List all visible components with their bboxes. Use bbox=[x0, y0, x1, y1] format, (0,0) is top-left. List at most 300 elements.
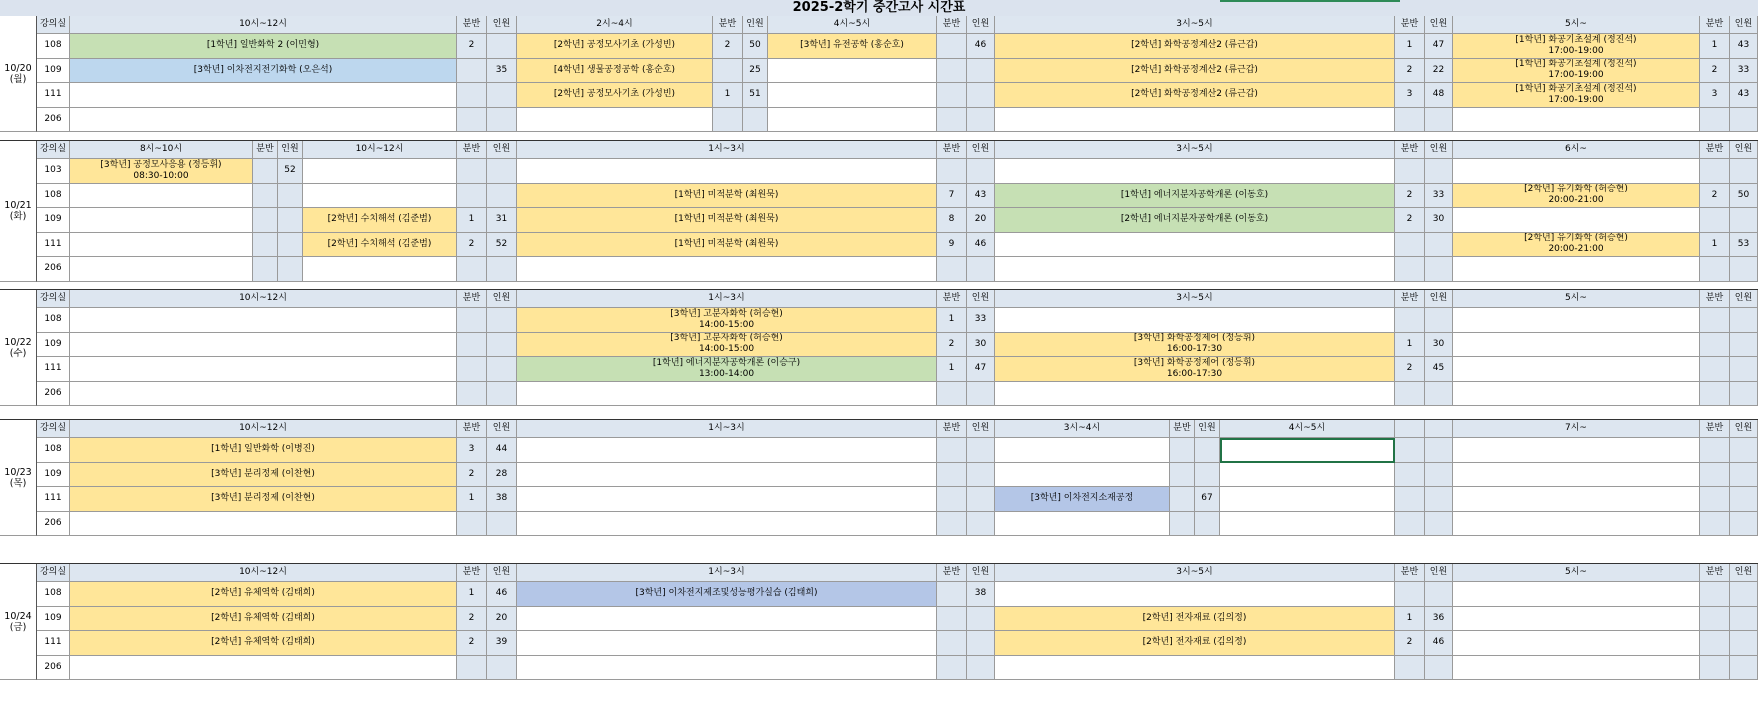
headcount-cell[interactable]: 39 bbox=[487, 631, 517, 656]
slot-cell-b4[interactable] bbox=[1395, 257, 1425, 282]
header-b1[interactable]: 분반 bbox=[457, 16, 487, 34]
slot-cell-b4a[interactable] bbox=[1170, 463, 1195, 488]
section-cell[interactable]: 9 bbox=[937, 233, 967, 258]
slot-cell-s2[interactable] bbox=[517, 463, 937, 488]
exam-cell[interactable]: [4학년] 생물공정공학 (홍순호) bbox=[517, 59, 713, 84]
room-number[interactable]: 111 bbox=[37, 83, 70, 108]
slot-cell-n5[interactable] bbox=[1730, 607, 1758, 632]
slot-cell-b5[interactable] bbox=[1700, 463, 1730, 488]
room-number[interactable]: 108 bbox=[37, 308, 70, 333]
slot-cell-b4[interactable] bbox=[1395, 159, 1425, 184]
slot-cell-s2[interactable] bbox=[517, 631, 937, 656]
room-number[interactable]: 109 bbox=[37, 59, 70, 84]
slot-cell-b1[interactable] bbox=[457, 382, 487, 407]
slot-cell-s4[interactable] bbox=[995, 257, 1395, 282]
header-s1[interactable]: 10시~12시 bbox=[303, 141, 457, 159]
slot-cell-n0[interactable] bbox=[278, 208, 303, 233]
headcount-cell[interactable]: 35 bbox=[487, 59, 517, 84]
header-room[interactable]: 강의실 bbox=[37, 420, 70, 438]
slot-cell-n5[interactable] bbox=[1730, 487, 1758, 512]
header-n5[interactable]: 인원 bbox=[1730, 290, 1758, 308]
exam-cell[interactable]: [1학년] 미적분학 (최원묵) bbox=[517, 184, 937, 209]
room-number[interactable]: 108 bbox=[37, 184, 70, 209]
header-b5[interactable]: 분반 bbox=[1700, 16, 1730, 34]
slot-cell-b5[interactable] bbox=[1700, 382, 1730, 407]
slot-cell-n1[interactable] bbox=[487, 382, 517, 407]
slot-cell-s1[interactable] bbox=[70, 512, 457, 537]
header-n4[interactable]: 인원 bbox=[1425, 141, 1453, 159]
slot-cell-b4a[interactable] bbox=[1170, 487, 1195, 512]
slot-cell-b2[interactable] bbox=[937, 382, 967, 407]
slot-cell-s5[interactable] bbox=[1453, 308, 1700, 333]
slot-cell-n5[interactable] bbox=[1730, 333, 1758, 358]
header-n2[interactable]: 인원 bbox=[743, 16, 768, 34]
slot-cell-b1[interactable] bbox=[457, 83, 487, 108]
slot-cell-s5[interactable] bbox=[1453, 208, 1700, 233]
section-cell[interactable]: 1 bbox=[457, 582, 487, 607]
header-n4[interactable]: 인원 bbox=[1425, 564, 1453, 582]
header-n5[interactable]: 인원 bbox=[1730, 141, 1758, 159]
header-s0[interactable]: 8시~10시 bbox=[70, 141, 253, 159]
header-n2[interactable]: 인원 bbox=[967, 564, 995, 582]
header-n0[interactable]: 인원 bbox=[278, 141, 303, 159]
slot-cell-n5[interactable] bbox=[1730, 159, 1758, 184]
slot-cell-b4[interactable] bbox=[1395, 438, 1425, 463]
slot-cell-b0[interactable] bbox=[253, 159, 278, 184]
slot-cell-s5[interactable] bbox=[1453, 582, 1700, 607]
header-n3[interactable]: 인원 bbox=[967, 16, 995, 34]
header-b5[interactable]: 분반 bbox=[1700, 564, 1730, 582]
headcount-cell[interactable]: 50 bbox=[1730, 184, 1758, 209]
header-b2[interactable]: 분반 bbox=[713, 16, 743, 34]
slot-cell-n2[interactable] bbox=[967, 656, 995, 681]
slot-cell-s5[interactable] bbox=[1453, 382, 1700, 407]
slot-cell-b2[interactable] bbox=[937, 656, 967, 681]
slot-cell-s3[interactable] bbox=[768, 83, 937, 108]
slot-cell-n2[interactable] bbox=[967, 512, 995, 537]
exam-cell[interactable]: [3학년] 고분자화학 (허승현) 14:00-15:00 bbox=[517, 308, 937, 333]
header-b1[interactable]: 분반 bbox=[457, 420, 487, 438]
slot-cell-n1[interactable] bbox=[487, 83, 517, 108]
date-cell[interactable]: 10/23 (목) bbox=[0, 420, 37, 536]
headcount-cell[interactable]: 48 bbox=[1425, 83, 1453, 108]
slot-cell-b5[interactable] bbox=[1700, 607, 1730, 632]
header-s5[interactable]: 5시~ bbox=[1453, 564, 1700, 582]
slot-cell-b4a[interactable] bbox=[1170, 438, 1195, 463]
header-room[interactable]: 강의실 bbox=[37, 564, 70, 582]
slot-cell-b2[interactable] bbox=[937, 487, 967, 512]
section-cell[interactable]: 2 bbox=[937, 333, 967, 358]
section-cell[interactable]: 1 bbox=[1700, 233, 1730, 258]
headcount-cell[interactable]: 43 bbox=[967, 184, 995, 209]
section-cell[interactable]: 2 bbox=[457, 607, 487, 632]
slot-cell-n2[interactable] bbox=[967, 257, 995, 282]
slot-cell-b2[interactable] bbox=[937, 607, 967, 632]
room-number[interactable]: 111 bbox=[37, 357, 70, 382]
room-number[interactable]: 206 bbox=[37, 257, 70, 282]
slot-cell-n3[interactable] bbox=[967, 108, 995, 133]
header-n1[interactable]: 인원 bbox=[487, 564, 517, 582]
headcount-cell[interactable]: 33 bbox=[1730, 59, 1758, 84]
header-b4[interactable] bbox=[1395, 420, 1425, 438]
slot-cell-b2[interactable] bbox=[937, 631, 967, 656]
slot-cell-n1[interactable] bbox=[487, 159, 517, 184]
slot-cell-s1[interactable] bbox=[70, 656, 457, 681]
room-number[interactable]: 206 bbox=[37, 656, 70, 681]
slot-cell-b4a[interactable] bbox=[1170, 512, 1195, 537]
slot-cell-n3[interactable] bbox=[967, 83, 995, 108]
room-number[interactable]: 108 bbox=[37, 438, 70, 463]
slot-cell-s4b[interactable] bbox=[1220, 487, 1395, 512]
header-n4[interactable]: 인원 bbox=[1425, 16, 1453, 34]
slot-cell-n5[interactable] bbox=[1730, 108, 1758, 133]
slot-cell-s5[interactable] bbox=[1453, 607, 1700, 632]
slot-cell-b1[interactable] bbox=[457, 59, 487, 84]
slot-cell-s2[interactable] bbox=[517, 487, 937, 512]
section-cell[interactable]: 1 bbox=[1395, 34, 1425, 59]
exam-cell[interactable]: [3학년] 이차전지제조및성능평가실습 (김태희) bbox=[517, 582, 937, 607]
slot-cell-b2[interactable] bbox=[713, 108, 743, 133]
slot-cell-b2[interactable] bbox=[937, 438, 967, 463]
room-number[interactable]: 109 bbox=[37, 607, 70, 632]
slot-cell-n4[interactable] bbox=[1425, 257, 1453, 282]
slot-cell-s1[interactable] bbox=[70, 333, 457, 358]
slot-cell-b0[interactable] bbox=[253, 233, 278, 258]
headcount-cell[interactable]: 33 bbox=[1425, 184, 1453, 209]
slot-cell-n4a[interactable] bbox=[1195, 463, 1220, 488]
slot-cell-s3[interactable] bbox=[768, 59, 937, 84]
slot-cell-b1[interactable] bbox=[457, 159, 487, 184]
slot-cell-b5[interactable] bbox=[1700, 108, 1730, 133]
slot-cell-s5[interactable] bbox=[1453, 333, 1700, 358]
slot-cell-s0[interactable] bbox=[70, 233, 253, 258]
header-b2[interactable]: 분반 bbox=[937, 564, 967, 582]
slot-cell-n1[interactable] bbox=[487, 333, 517, 358]
header-s1[interactable]: 10시~12시 bbox=[70, 420, 457, 438]
slot-cell-s2[interactable] bbox=[517, 382, 937, 407]
section-cell[interactable]: 2 bbox=[1395, 631, 1425, 656]
slot-cell-b1[interactable] bbox=[457, 108, 487, 133]
header-b2[interactable]: 분반 bbox=[937, 141, 967, 159]
header-b1[interactable]: 분반 bbox=[457, 564, 487, 582]
date-cell[interactable]: 10/21 (화) bbox=[0, 141, 37, 282]
slot-cell-n1[interactable] bbox=[487, 357, 517, 382]
header-s2[interactable]: 2시~4시 bbox=[517, 16, 713, 34]
headcount-cell[interactable]: 46 bbox=[1425, 631, 1453, 656]
exam-cell[interactable]: [1학년] 화공기초설계 (정진석) 17:00-19:00 bbox=[1453, 83, 1700, 108]
slot-cell-b4[interactable] bbox=[1395, 656, 1425, 681]
slot-cell-b5[interactable] bbox=[1700, 582, 1730, 607]
slot-cell-b1[interactable] bbox=[457, 357, 487, 382]
header-b5[interactable]: 분반 bbox=[1700, 290, 1730, 308]
slot-cell-s4a[interactable] bbox=[995, 463, 1170, 488]
slot-cell-s4[interactable] bbox=[995, 582, 1395, 607]
slot-cell-b2[interactable] bbox=[937, 463, 967, 488]
slot-cell-s0[interactable] bbox=[70, 208, 253, 233]
slot-cell-b5[interactable] bbox=[1700, 656, 1730, 681]
header-s2[interactable]: 1시~3시 bbox=[517, 420, 937, 438]
headcount-cell[interactable]: 46 bbox=[967, 34, 995, 59]
slot-cell-n1[interactable] bbox=[487, 34, 517, 59]
slot-cell-s2[interactable] bbox=[517, 438, 937, 463]
slot-cell-b5[interactable] bbox=[1700, 333, 1730, 358]
headcount-cell[interactable]: 38 bbox=[967, 582, 995, 607]
slot-cell-b0[interactable] bbox=[253, 257, 278, 282]
exam-cell[interactable]: [2학년] 유기화학 (허승현) 20:00-21:00 bbox=[1453, 233, 1700, 258]
slot-cell-s3[interactable] bbox=[768, 108, 937, 133]
header-s2[interactable]: 1시~3시 bbox=[517, 290, 937, 308]
slot-cell-s4b[interactable] bbox=[1220, 463, 1395, 488]
room-number[interactable]: 111 bbox=[37, 233, 70, 258]
header-b0[interactable]: 분반 bbox=[253, 141, 278, 159]
room-number[interactable]: 108 bbox=[37, 34, 70, 59]
slot-cell-s2[interactable] bbox=[517, 607, 937, 632]
slot-cell-n4[interactable] bbox=[1425, 656, 1453, 681]
header-n2[interactable]: 인원 bbox=[967, 420, 995, 438]
slot-cell-n4[interactable] bbox=[1425, 308, 1453, 333]
slot-cell-b5[interactable] bbox=[1700, 438, 1730, 463]
headcount-cell[interactable]: 47 bbox=[967, 357, 995, 382]
slot-cell-s4a[interactable] bbox=[995, 438, 1170, 463]
headcount-cell[interactable]: 46 bbox=[967, 233, 995, 258]
header-n1[interactable]: 인원 bbox=[487, 141, 517, 159]
slot-cell-b2[interactable] bbox=[937, 257, 967, 282]
exam-cell[interactable]: [3학년] 이차전지전기화학 (오은석) bbox=[70, 59, 457, 84]
date-cell[interactable]: 10/24 (금) bbox=[0, 564, 37, 680]
slot-cell-n2[interactable] bbox=[967, 159, 995, 184]
slot-cell-b5[interactable] bbox=[1700, 308, 1730, 333]
slot-cell-n4[interactable] bbox=[1425, 382, 1453, 407]
slot-cell-n5[interactable] bbox=[1730, 357, 1758, 382]
section-cell[interactable]: 1 bbox=[1395, 333, 1425, 358]
slot-cell-n4[interactable] bbox=[1425, 582, 1453, 607]
section-cell[interactable]: 2 bbox=[1395, 59, 1425, 84]
slot-cell-s5[interactable] bbox=[1453, 108, 1700, 133]
slot-cell-s5[interactable] bbox=[1453, 357, 1700, 382]
exam-cell[interactable]: [3학년] 이차전지소재공정 bbox=[995, 487, 1170, 512]
slot-cell-s1[interactable] bbox=[303, 159, 457, 184]
room-number[interactable]: 206 bbox=[37, 108, 70, 133]
exam-cell[interactable]: [1학년] 에너지분자공학개론 (이승구) 13:00-14:00 bbox=[517, 357, 937, 382]
headcount-cell[interactable]: 52 bbox=[278, 159, 303, 184]
headcount-cell[interactable]: 50 bbox=[743, 34, 768, 59]
slot-cell-b4[interactable] bbox=[1395, 108, 1425, 133]
exam-cell[interactable]: [2학년] 전자재료 (김의정) bbox=[995, 607, 1395, 632]
slot-cell-b2[interactable] bbox=[937, 582, 967, 607]
exam-cell[interactable]: [2학년] 유체역학 (김태희) bbox=[70, 582, 457, 607]
slot-cell-b2[interactable] bbox=[713, 59, 743, 84]
headcount-cell[interactable]: 38 bbox=[487, 487, 517, 512]
slot-cell-b2[interactable] bbox=[937, 512, 967, 537]
slot-cell-n2[interactable] bbox=[743, 108, 768, 133]
header-b4[interactable]: 분반 bbox=[1395, 564, 1425, 582]
slot-cell-s5[interactable] bbox=[1453, 487, 1700, 512]
slot-cell-s4[interactable] bbox=[995, 656, 1395, 681]
slot-cell-s4[interactable] bbox=[995, 159, 1395, 184]
slot-cell-s1[interactable] bbox=[70, 308, 457, 333]
slot-cell-b1[interactable] bbox=[457, 184, 487, 209]
headcount-cell[interactable]: 51 bbox=[743, 83, 768, 108]
section-cell[interactable]: 2 bbox=[457, 631, 487, 656]
slot-cell-b4[interactable] bbox=[1395, 487, 1425, 512]
slot-cell-b1[interactable] bbox=[457, 512, 487, 537]
header-s1[interactable]: 10시~12시 bbox=[70, 564, 457, 582]
header-s4[interactable]: 3시~5시 bbox=[995, 564, 1395, 582]
exam-cell[interactable]: [2학년] 에너지분자공학개론 (이동호) bbox=[995, 208, 1395, 233]
exam-cell[interactable]: [2학년] 유기화학 (허승현) 20:00-21:00 bbox=[1453, 184, 1700, 209]
slot-cell-b4[interactable] bbox=[1395, 582, 1425, 607]
exam-cell[interactable]: [1학년] 에너지분자공학개론 (이동호) bbox=[995, 184, 1395, 209]
slot-cell-n1[interactable] bbox=[487, 308, 517, 333]
header-s5[interactable]: 6시~ bbox=[1453, 141, 1700, 159]
slot-cell-b5[interactable] bbox=[1700, 159, 1730, 184]
exam-cell[interactable]: [1학년] 일반화학 2 (이민형) bbox=[70, 34, 457, 59]
section-cell[interactable]: 3 bbox=[1700, 83, 1730, 108]
slot-cell-s4[interactable] bbox=[995, 308, 1395, 333]
room-number[interactable]: 206 bbox=[37, 382, 70, 407]
header-s5[interactable]: 7시~ bbox=[1453, 420, 1700, 438]
exam-cell[interactable]: [1학년] 화공기초설계 (정진석) 17:00-19:00 bbox=[1453, 59, 1700, 84]
exam-cell[interactable]: [3학년] 분리정제 (이찬현) bbox=[70, 463, 457, 488]
slot-cell-n4[interactable] bbox=[1425, 512, 1453, 537]
headcount-cell[interactable]: 53 bbox=[1730, 233, 1758, 258]
slot-cell-b5[interactable] bbox=[1700, 357, 1730, 382]
slot-cell-s4[interactable] bbox=[995, 108, 1395, 133]
slot-cell-b1[interactable] bbox=[457, 308, 487, 333]
slot-cell-n5[interactable] bbox=[1730, 257, 1758, 282]
exam-cell[interactable]: [3학년] 고분자화학 (허승현) 14:00-15:00 bbox=[517, 333, 937, 358]
headcount-cell[interactable]: 31 bbox=[487, 208, 517, 233]
section-cell[interactable]: 1 bbox=[937, 308, 967, 333]
slot-cell-n4[interactable] bbox=[1425, 487, 1453, 512]
section-cell[interactable]: 3 bbox=[1395, 83, 1425, 108]
slot-cell-b3[interactable] bbox=[937, 34, 967, 59]
header-n1[interactable]: 인원 bbox=[487, 290, 517, 308]
room-number[interactable]: 109 bbox=[37, 463, 70, 488]
room-number[interactable]: 206 bbox=[37, 512, 70, 537]
slot-cell-n5[interactable] bbox=[1730, 582, 1758, 607]
slot-cell-n5[interactable] bbox=[1730, 208, 1758, 233]
slot-cell-b2[interactable] bbox=[937, 159, 967, 184]
slot-cell-n1[interactable] bbox=[487, 184, 517, 209]
headcount-cell[interactable]: 44 bbox=[487, 438, 517, 463]
header-n5[interactable]: 인원 bbox=[1730, 16, 1758, 34]
section-cell[interactable]: 2 bbox=[1395, 357, 1425, 382]
headcount-cell[interactable]: 36 bbox=[1425, 607, 1453, 632]
slot-cell-n5[interactable] bbox=[1730, 631, 1758, 656]
exam-cell[interactable]: [1학년] 미적분학 (최원묵) bbox=[517, 208, 937, 233]
slot-cell-s4[interactable] bbox=[995, 382, 1395, 407]
header-n2[interactable]: 인원 bbox=[967, 290, 995, 308]
exam-cell[interactable]: [3학년] 분리정제 (이찬현) bbox=[70, 487, 457, 512]
slot-cell-n5[interactable] bbox=[1730, 382, 1758, 407]
headcount-cell[interactable]: 22 bbox=[1425, 59, 1453, 84]
header-room[interactable]: 강의실 bbox=[37, 16, 70, 34]
header-s3[interactable]: 4시~5시 bbox=[768, 16, 937, 34]
room-number[interactable]: 111 bbox=[37, 631, 70, 656]
slot-cell-s5[interactable] bbox=[1453, 438, 1700, 463]
exam-cell[interactable]: [2학년] 공정모사기초 (가성빈) bbox=[517, 34, 713, 59]
slot-cell-n1[interactable] bbox=[487, 108, 517, 133]
slot-cell-b0[interactable] bbox=[253, 184, 278, 209]
header-s2[interactable]: 1시~3시 bbox=[517, 141, 937, 159]
section-cell[interactable]: 2 bbox=[457, 463, 487, 488]
headcount-cell[interactable]: 30 bbox=[967, 333, 995, 358]
room-number[interactable]: 111 bbox=[37, 487, 70, 512]
room-number[interactable]: 109 bbox=[37, 333, 70, 358]
section-cell[interactable]: 1 bbox=[937, 357, 967, 382]
slot-cell-s2[interactable] bbox=[517, 159, 937, 184]
slot-cell-n0[interactable] bbox=[278, 184, 303, 209]
slot-cell-s2[interactable] bbox=[517, 656, 937, 681]
slot-cell-s1[interactable] bbox=[70, 83, 457, 108]
slot-cell-n4[interactable] bbox=[1425, 108, 1453, 133]
section-cell[interactable]: 1 bbox=[457, 487, 487, 512]
exam-cell[interactable]: [3학년] 유전공학 (홍순호) bbox=[768, 34, 937, 59]
slot-cell-b4[interactable] bbox=[1395, 233, 1425, 258]
slot-cell-b3[interactable] bbox=[937, 108, 967, 133]
headcount-cell[interactable]: 33 bbox=[967, 308, 995, 333]
header-s5[interactable]: 5시~ bbox=[1453, 290, 1700, 308]
slot-cell-n5[interactable] bbox=[1730, 656, 1758, 681]
section-cell[interactable]: 2 bbox=[713, 34, 743, 59]
header-b2[interactable]: 분반 bbox=[937, 420, 967, 438]
slot-cell-n4[interactable] bbox=[1425, 438, 1453, 463]
exam-cell[interactable]: [3학년] 화학공정제어 (정등휘) 16:00-17:30 bbox=[995, 357, 1395, 382]
slot-cell-n5[interactable] bbox=[1730, 463, 1758, 488]
slot-cell-n5[interactable] bbox=[1730, 512, 1758, 537]
header-b4[interactable]: 분반 bbox=[1395, 290, 1425, 308]
section-cell[interactable]: 1 bbox=[1395, 607, 1425, 632]
exam-cell[interactable]: [2학년] 화학공정계산2 (류근갑) bbox=[995, 59, 1395, 84]
section-cell[interactable]: 2 bbox=[1395, 184, 1425, 209]
slot-cell-b5[interactable] bbox=[1700, 257, 1730, 282]
slot-cell-s5[interactable] bbox=[1453, 631, 1700, 656]
slot-cell-b0[interactable] bbox=[253, 208, 278, 233]
slot-cell-b4[interactable] bbox=[1395, 308, 1425, 333]
slot-cell-n2[interactable] bbox=[967, 382, 995, 407]
section-cell[interactable]: 8 bbox=[937, 208, 967, 233]
header-b1[interactable]: 분반 bbox=[457, 290, 487, 308]
header-s4b[interactable]: 4시~5시 bbox=[1220, 420, 1395, 438]
headcount-cell[interactable]: 20 bbox=[967, 208, 995, 233]
header-n1[interactable]: 인원 bbox=[487, 16, 517, 34]
headcount-cell[interactable]: 67 bbox=[1195, 487, 1220, 512]
slot-cell-s5[interactable] bbox=[1453, 463, 1700, 488]
headcount-cell[interactable]: 25 bbox=[743, 59, 768, 84]
slot-cell-n4a[interactable] bbox=[1195, 438, 1220, 463]
slot-cell-s1[interactable] bbox=[70, 357, 457, 382]
exam-cell[interactable]: [2학년] 공정모사기초 (가성빈) bbox=[517, 83, 713, 108]
headcount-cell[interactable]: 46 bbox=[487, 582, 517, 607]
slot-cell-n4[interactable] bbox=[1425, 233, 1453, 258]
slot-cell-s5[interactable] bbox=[1453, 257, 1700, 282]
slot-cell-s4a[interactable] bbox=[995, 512, 1170, 537]
slot-cell-s0[interactable] bbox=[70, 257, 253, 282]
slot-cell-b1[interactable] bbox=[457, 333, 487, 358]
slot-cell-n4[interactable] bbox=[1425, 463, 1453, 488]
headcount-cell[interactable]: 47 bbox=[1425, 34, 1453, 59]
slot-cell-s1[interactable] bbox=[303, 184, 457, 209]
slot-cell-b1[interactable] bbox=[457, 257, 487, 282]
header-room[interactable]: 강의실 bbox=[37, 141, 70, 159]
slot-cell-b3[interactable] bbox=[937, 59, 967, 84]
headcount-cell[interactable]: 45 bbox=[1425, 357, 1453, 382]
header-n5[interactable]: 인원 bbox=[1730, 420, 1758, 438]
slot-cell-n4a[interactable] bbox=[1195, 512, 1220, 537]
slot-cell-b4[interactable] bbox=[1395, 512, 1425, 537]
section-cell[interactable]: 1 bbox=[713, 83, 743, 108]
